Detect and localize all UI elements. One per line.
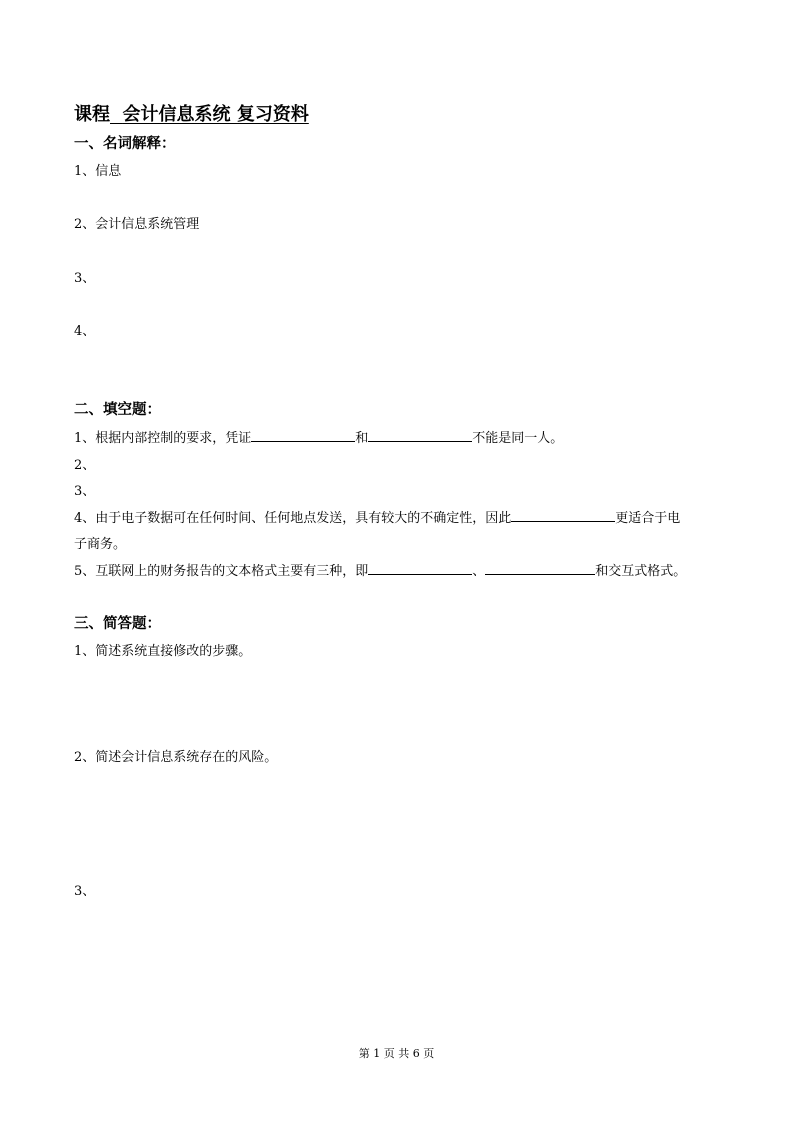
term-item-1: 1、信息 bbox=[74, 164, 122, 179]
page-title bbox=[74, 100, 309, 126]
answer-blank[interactable] bbox=[368, 429, 472, 442]
fill-question-4-cont: 子商务。 bbox=[74, 537, 127, 552]
fill-question-3: 3、 bbox=[74, 484, 96, 499]
term-item-3: 3、 bbox=[74, 271, 96, 286]
fill-question-2: 2、 bbox=[74, 458, 96, 473]
title-course: 会计信息系统 复习资料 bbox=[122, 104, 309, 125]
section-heading-short-answer: 三、简答题： bbox=[74, 616, 161, 632]
fill-question-5: 5、互联网上的财务报告的文本格式主要有三种，即 、 和交互式格式。 bbox=[74, 564, 687, 579]
fill-question-4: 4、由于电子数据可在任何时间、任何地点发送，具有较大的不确定性，因此 更适合于电 bbox=[74, 511, 681, 526]
answer-blank[interactable] bbox=[485, 562, 595, 575]
answer-blank[interactable] bbox=[368, 562, 472, 575]
page-footer: 第 1 页 共 6 页 bbox=[358, 1047, 435, 1060]
fill-question-1: 1、根据内部控制的要求，凭证 和 不能是同一人。 bbox=[74, 431, 564, 446]
short-answer-2: 2、简述会计信息系统存在的风险。 bbox=[74, 750, 278, 765]
term-item-4: 4、 bbox=[74, 324, 96, 339]
section-heading-fill: 二、填空题： bbox=[74, 402, 161, 418]
short-answer-3: 3、 bbox=[74, 884, 96, 899]
short-answer-1: 1、简述系统直接修改的步骤。 bbox=[74, 644, 252, 659]
answer-blank[interactable] bbox=[251, 429, 355, 442]
answer-blank[interactable] bbox=[511, 509, 615, 522]
title-prefix: 课程 bbox=[74, 104, 110, 125]
section-heading-terms: 一、名词解释： bbox=[74, 136, 176, 152]
term-item-2: 2、会计信息系统管理 bbox=[74, 217, 200, 232]
